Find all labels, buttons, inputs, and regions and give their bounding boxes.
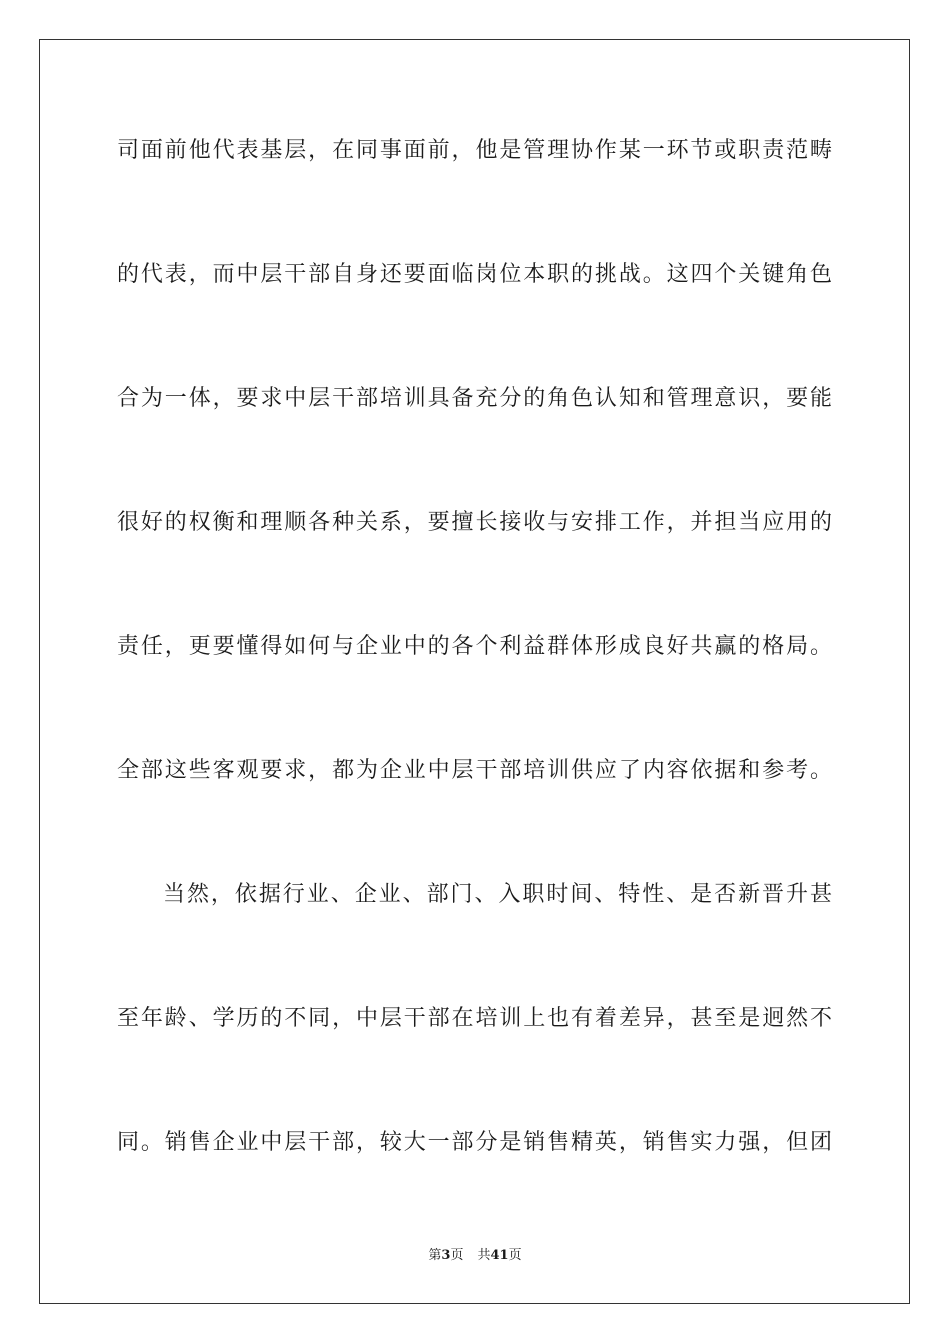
body-line-9: 同。销售企业中层干部，较大一部分是销售精英，销售实力强，但团	[117, 1130, 833, 1155]
body-line-8: 至年龄、学历的不同，中层干部在培训上也有着差异，甚至是迥然不	[117, 1006, 833, 1031]
page-border	[39, 39, 910, 1304]
page-suffix: 页	[450, 1248, 464, 1263]
body-line-4: 很好的权衡和理顺各种关系，要擅长接收与安排工作，并担当应用的	[117, 510, 833, 535]
body-line-7-paragraph-start: 当然，依据行业、企业、部门、入职时间、特性、是否新晋升甚	[163, 882, 833, 907]
body-line-1: 司面前他代表基层，在同事面前，他是管理协作某一环节或职责范畴	[117, 138, 833, 163]
page-number: 3	[441, 1248, 451, 1263]
total-pages: 41	[490, 1248, 509, 1263]
page-prefix: 第	[428, 1248, 442, 1263]
total-prefix: 共	[477, 1248, 491, 1263]
body-line-5: 责任，更要懂得如何与企业中的各个利益群体形成良好共赢的格局。	[117, 634, 833, 659]
body-line-2: 的代表，而中层干部自身还要面临岗位本职的挑战。这四个关键角色	[117, 262, 833, 287]
body-line-3: 合为一体，要求中层干部培训具备充分的角色认知和管理意识，要能	[117, 386, 833, 411]
body-line-6: 全部这些客观要求，都为企业中层干部培训供应了内容依据和参考。	[117, 758, 833, 783]
total-suffix: 页	[508, 1248, 522, 1263]
page-footer	[0, 1248, 950, 1264]
